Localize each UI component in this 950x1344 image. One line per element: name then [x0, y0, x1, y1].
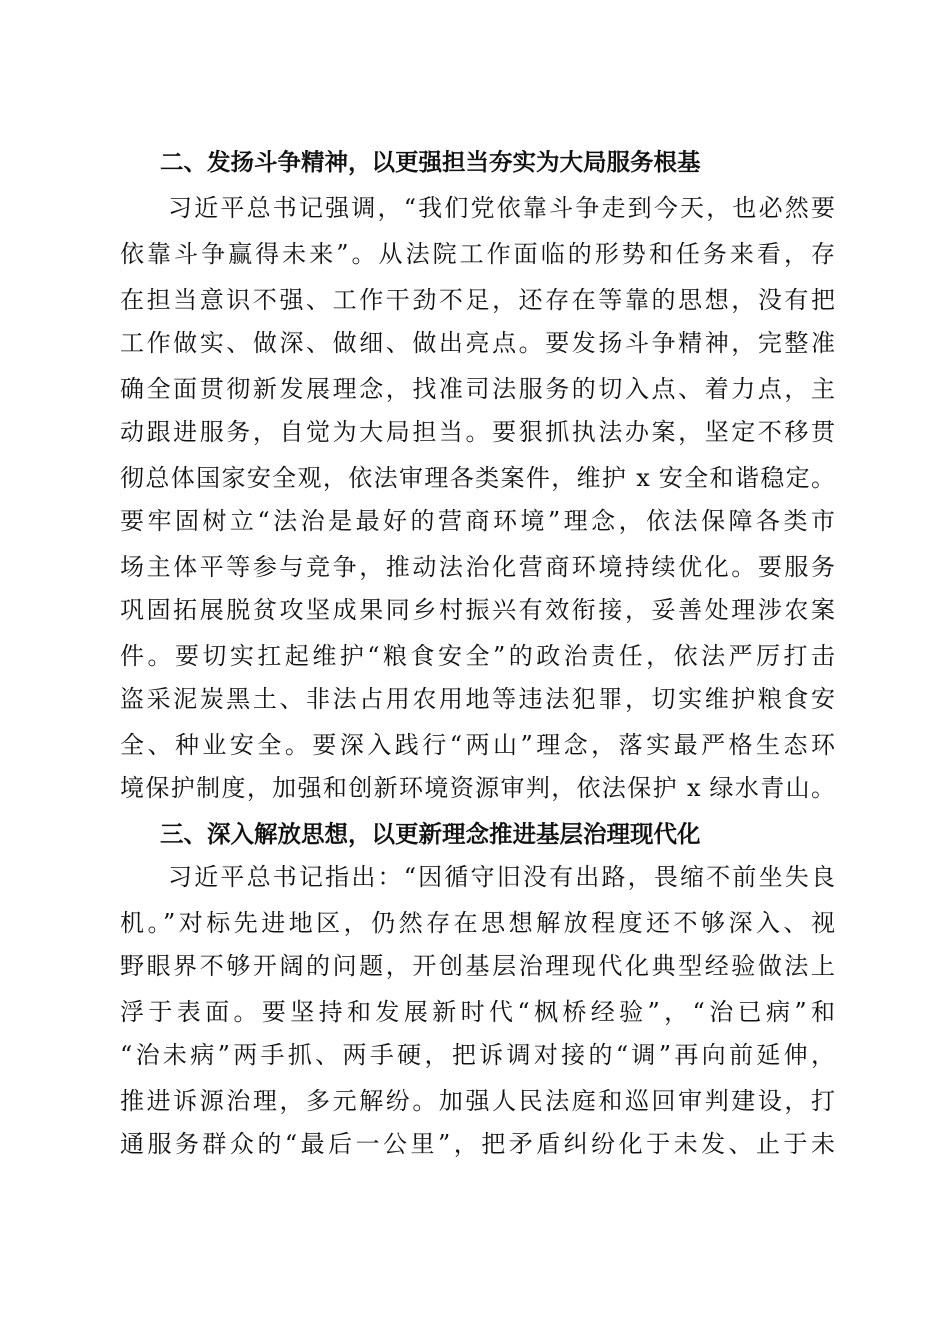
- paragraph-line: 场主体平等参与竞争，推动法治化营商环境持续优化。要服务: [120, 553, 835, 581]
- paragraph-line: “治未病”两手抓、两手硬，把诉调对接的“调”再向前延伸，: [120, 1041, 835, 1069]
- paragraph-line: 件。要切实扛起维护“粮食安全”的政治责任，依法严厉打击: [120, 642, 835, 670]
- paragraph-line: 境保护制度，加强和创新环境资源审判，依法保护 x 绿水青山。: [120, 774, 835, 802]
- paragraph-line: 依靠斗争赢得未来”。从法院工作面临的形势和任务来看，存: [120, 240, 835, 268]
- paragraph-line: 彻总体国家安全观，依法审理各类案件，维护 x 安全和谐稳定。: [120, 464, 835, 492]
- paragraph-line: 确全面贯彻新发展理念，找准司法服务的切入点、着力点，主: [120, 375, 835, 403]
- paragraph-line: 浮于表面。要坚持和发展新时代“枫桥经验”，“治已病”和: [120, 998, 835, 1026]
- paragraph-line: 工作做实、做深、做细、做出亮点。要发扬斗争精神，完整准: [120, 329, 835, 357]
- paragraph-line: 巩固拓展脱贫攻坚成果同乡村振兴有效衔接，妥善处理涉农案: [120, 596, 835, 624]
- section-heading: 二、发扬斗争精神，以更强担当夯实为大局服务根基: [160, 148, 701, 176]
- paragraph-line: 全、种业安全。要深入践行“两山”理念，落实最严格生态环: [120, 731, 835, 759]
- paragraph-line: 习近平总书记指出：“因循守旧没有出路，畏缩不前坐失良: [168, 863, 835, 891]
- paragraph-line: 机。”对标先进地区，仍然存在思想解放程度还不够深入、视: [120, 909, 835, 937]
- paragraph-line: 推进诉源治理，多元解纷。加强人民法庭和巡回审判建设，打: [120, 1087, 835, 1115]
- paragraph-line: 野眼界不够开阔的问题，开创基层治理现代化典型经验做法上: [120, 952, 835, 980]
- paragraph-line: 习近平总书记强调，“我们党依靠斗争走到今天，也必然要: [168, 194, 835, 222]
- paragraph-line: 盗采泥炭黑土、非法占用农用地等违法犯罪，切实维护粮食安: [120, 685, 835, 713]
- paragraph-line: 通服务群众的“最后一公里”，把矛盾纠纷化于未发、止于未: [120, 1130, 835, 1158]
- paragraph-line: 动跟进服务，自觉为大局担当。要狠抓执法办案，坚定不移贯: [120, 418, 835, 446]
- paragraph-line: 在担当意识不强、工作干劲不足，还存在等靠的思想，没有把: [120, 286, 835, 314]
- section-heading: 三、深入解放思想，以更新理念推进基层治理现代化: [160, 820, 701, 848]
- paragraph-line: 要牢固树立“法治是最好的营商环境”理念，依法保障各类市: [120, 507, 835, 535]
